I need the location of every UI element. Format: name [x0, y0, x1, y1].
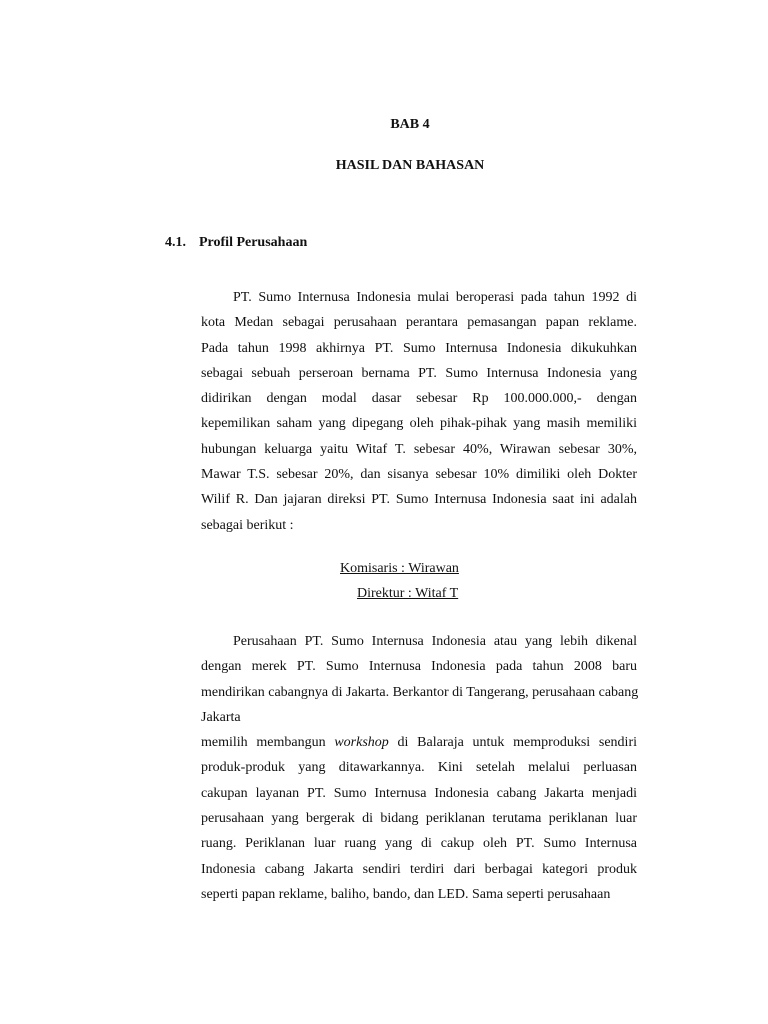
paragraph-line: ruang. Periklanan luar ruang yang di cakup oleh PT. Sumo Internusa — [201, 836, 637, 852]
section-number: 4.1. — [165, 235, 186, 250]
paragraph-line: cakupan layanan PT. Sumo Internusa Indonesia cabang Jakarta menjadi — [201, 785, 637, 801]
workshop-line-before: memilih membangun — [201, 735, 335, 751]
paragraph-line: perusahaan yang bergerak di bidang periklanan terutama periklanan luar — [201, 811, 637, 827]
paragraph-line: dengan merek PT. Sumo Internusa Indonesia pada tahun 2008 baru — [201, 659, 637, 675]
workshop-term: workshop — [334, 735, 389, 751]
paragraph-line: hubungan keluarga yaitu Witaf T. sebesar 40%, Wirawan sebesar 30%, — [201, 441, 637, 457]
chapter-title: HASIL DAN BAHASAN — [335, 158, 485, 173]
paragraph-line: Pada tahun 1998 akhirnya PT. Sumo Internusa Indonesia dikukuhkan — [201, 340, 637, 356]
paragraph-line: didirikan dengan modal dasar sebesar Rp 100.000.000,- dengan — [201, 391, 637, 407]
paragraph-line: seperti papan reklame, baliho, bando, dan LED. Sama seperti perusahaan — [201, 886, 611, 902]
paragraph-line: mendirikan cabangnya di Jakarta. Berkantor di Tangerang, perusahaan cabang — [201, 684, 639, 700]
paragraph-line: Wilif R. Dan jajaran direksi PT. Sumo Internusa Indonesia saat ini adalah — [201, 492, 637, 508]
paragraph-line: Jakarta — [201, 709, 241, 725]
paragraph-line: Mawar T.S. sebesar 20%, dan sisanya sebesar 10% dimiliki oleh Dokter — [201, 467, 637, 483]
paragraph-line: sebagai sebuah perseroan bernama PT. Sumo Internusa Indonesia yang — [201, 365, 637, 381]
section-title: Profil Perusahaan — [199, 235, 308, 250]
paragraph-line: kepemilikan saham yang dipegang oleh pihak-pihak yang masih memiliki — [201, 416, 637, 432]
paragraph-line: Perusahaan PT. Sumo Internusa Indonesia atau yang lebih dikenal — [233, 634, 637, 649]
paragraph-company-history — [201, 285, 637, 538]
chapter-label: BAB 4 — [390, 117, 430, 132]
paragraph-line: Indonesia cabang Jakarta sendiri terdiri dari berbagai kategori produk — [201, 861, 637, 877]
paragraph-line: produk-produk yang ditawarkannya. Kini setelah melalui perluasan — [201, 760, 637, 776]
paragraph-line: sebagai berikut : — [201, 517, 294, 533]
paragraph-line: PT. Sumo Internusa Indonesia mulai beroperasi pada tahun 1992 di — [233, 290, 637, 305]
workshop-line-after: di Balaraja untuk memproduksi sendiri — [388, 735, 637, 751]
paragraph-line-workshop — [201, 730, 637, 755]
section-heading — [165, 235, 307, 251]
paragraph-branch-history — [201, 629, 637, 907]
komisaris-entry: Komisaris : Wirawan — [340, 561, 459, 576]
paragraph-line: kota Medan sebagai perusahaan perantara pemasangan papan reklame. — [201, 315, 637, 331]
direktur-entry: Direktur : Witaf T — [357, 586, 459, 601]
